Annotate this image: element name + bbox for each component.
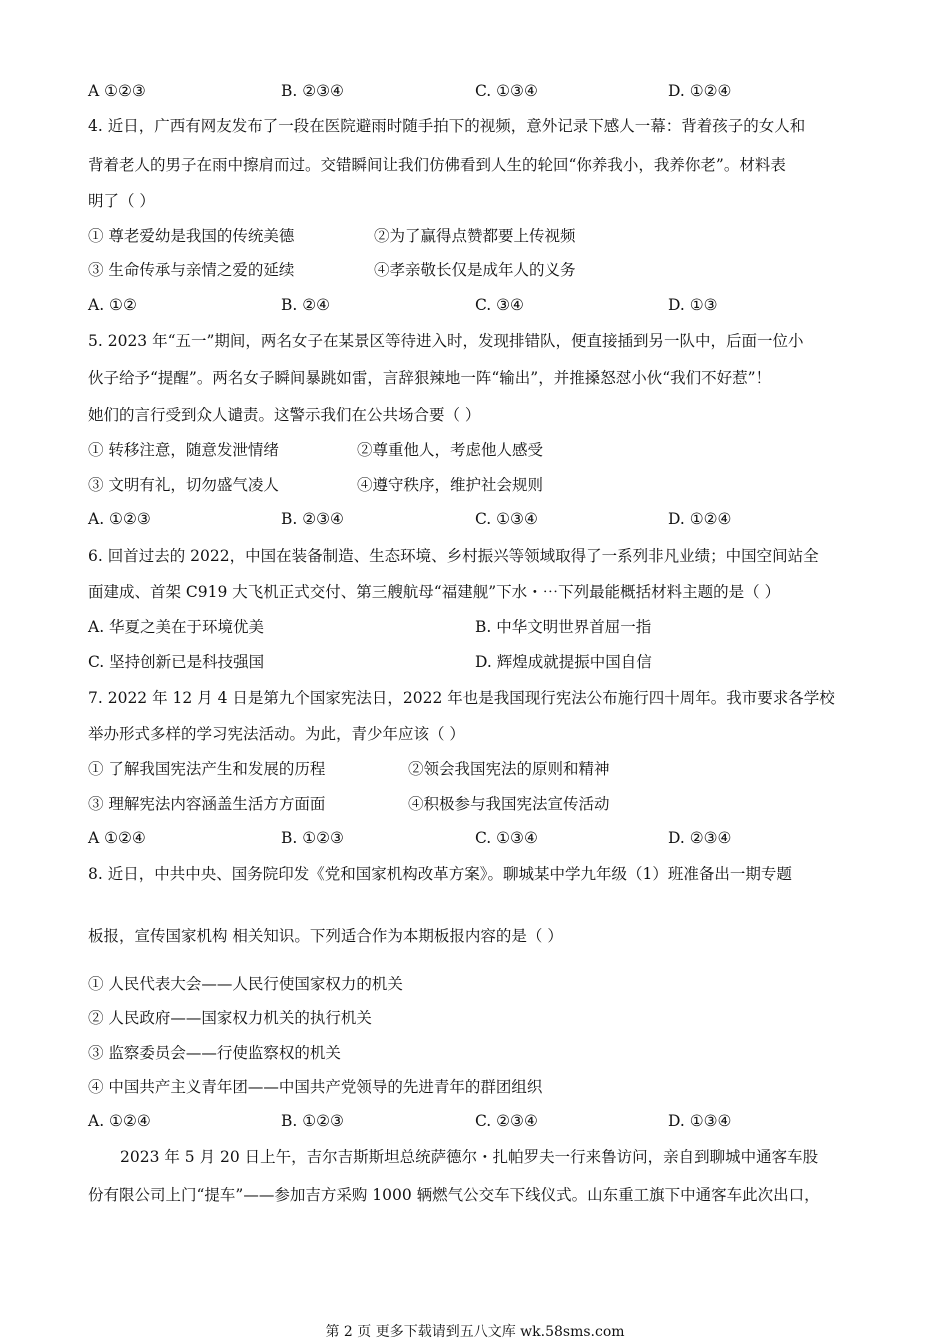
q3-option-d: D. ①②④ [668,82,732,100]
q7-option-a: A ①②④ [88,829,146,847]
q5-item-3: ③ 文明有礼，切勿盛气凌人 [88,476,279,494]
q3-option-c: C. ①③④ [475,82,538,100]
q4-item-2: ②为了赢得点赞都要上传视频 [374,227,576,245]
q6-option-d: D. 辉煌成就提振中国自信 [475,653,652,671]
q7-option-d: D. ②③④ [668,829,732,847]
q6-option-b: B. 中华文明世界首屈一指 [475,618,652,636]
q8-stem-line-2: 板报，宣传国家机构 相关知识。下列适合作为本期板报内容的是（ ） [88,927,563,945]
q8-item-1: ① 人民代表大会——人民行使国家权力的机关 [88,975,403,993]
q7-options [88,827,878,849]
q5-items-row-2 [88,474,878,496]
q7-items-row-2 [88,793,878,815]
q7-stem-line-2: 举办形式多样的学习宪法活动。为此，青少年应该（ ） [88,725,465,743]
q7-option-c: C. ①③④ [475,829,538,847]
q4-item-1: ① 尊老爱幼是我国的传统美德 [88,227,295,245]
q8-option-b: B. ①②③ [281,1112,344,1130]
q5-item-2: ②尊重他人，考虑他人感受 [357,441,544,459]
q4-stem-line-1: 4. 近日，广西有网友发布了一段在医院避雨时随手拍下的视频，意外记录下感人一幕：背着孩子的女人和 [88,117,806,135]
page-footer: 第 2 页 更多下载请到五八文库 wk.58sms.com [325,1324,625,1340]
q5-stem-line-1: 5. 2023 年“五一”期间，两名女子在某景区等待进入时，发现排错队，便直接插到另一队中，后面一位小 [88,332,804,350]
q5-option-b: B. ②③④ [281,510,344,528]
q4-items-row-2 [88,259,878,281]
q5-option-c: C. ①③④ [475,510,538,528]
q8-options [88,1110,878,1132]
q7-stem-line-1: 7. 2022 年 12 月 4 日是第九个国家宪法日，2022 年也是我国现行宪法公布施行四十周年。我市要求各学校 [88,689,835,707]
q4-items-row-1 [88,225,878,247]
q6-options-row-2 [88,651,878,673]
q5-options [88,508,878,530]
q3-options [88,80,878,102]
q5-option-a: A. ①②③ [88,510,151,528]
q8-item-2: ② 人民政府——国家权力机关的执行机关 [88,1009,372,1027]
passage-line-1: 2023 年 5 月 20 日上午，吉尔吉斯斯坦总统萨德尔・扎帕罗夫一行来鲁访问，亲自到聊城中通客车股 [120,1148,819,1166]
q4-stem-line-3: 明了（ ） [88,192,155,210]
q7-item-4: ④积极参与我国宪法宣传活动 [408,795,610,813]
q4-option-c: C. ③④ [475,296,524,314]
q5-items-row-1 [88,439,878,461]
q4-option-a: A. ①② [88,296,137,314]
q6-stem-line-1: 6. 回首过去的 2022，中国在装备制造、生态环境、乡村振兴等领域取得了一系列非凡业绩；中国空间站全 [88,547,819,565]
q4-stem-line-2: 背着老人的男子在雨中擦肩而过。交错瞬间让我们仿佛看到人生的轮回“你养我小，我养你老”。材料表 [88,156,786,174]
q8-stem-line-1: 8. 近日，中共中央、国务院印发《党和国家机构改革方案》。聊城某中学九年级（1）班准备出一期专题 [88,865,792,883]
q5-stem-line-3: 她们的言行受到众人谴责。这警示我们在公共场合要（ ） [88,406,481,424]
q6-option-c: C. 坚持创新已是科技强国 [88,653,265,671]
q8-item-3: ③ 监察委员会——行使监察权的机关 [88,1044,341,1062]
q6-stem-line-2: 面建成、首架 C919 大飞机正式交付、第三艘航母“福建舰”下水・⋯下列最能概括材料主题的是（ ） [88,583,781,601]
q7-option-b: B. ①②③ [281,829,344,847]
q8-option-a: A. ①②④ [88,1112,151,1130]
q4-options [88,294,878,316]
q4-item-3: ③ 生命传承与亲情之爱的延续 [88,261,295,279]
q4-option-d: D. ①③ [668,296,718,314]
q8-option-d: D. ①③④ [668,1112,732,1130]
q7-item-2: ②领会我国宪法的原则和精神 [408,760,610,778]
q6-option-a: A. 华夏之美在于环境优美 [88,618,265,636]
q3-option-a: A ①②③ [88,82,146,100]
q5-item-4: ④遵守秩序，维护社会规则 [357,476,544,494]
q5-option-d: D. ①②④ [668,510,732,528]
q8-item-4: ④ 中国共产主义青年团——中国共产党领导的先进青年的群团组织 [88,1078,543,1096]
q3-option-b: B. ②③④ [281,82,344,100]
q7-items-row-1 [88,758,878,780]
q8-option-c: C. ②③④ [475,1112,538,1130]
q5-stem-line-2: 伙子给予“提醒”。两名女子瞬间暴跳如雷，言辞狠辣地一阵“输出”，并推搡怒怼小伙“我们不好惹”！ [88,369,772,387]
q4-item-4: ④孝亲敬长仅是成年人的义务 [374,261,576,279]
q5-item-1: ① 转移注意，随意发泄情绪 [88,441,279,459]
q7-item-1: ① 了解我国宪法产生和发展的历程 [88,760,326,778]
q4-option-b: B. ②④ [281,296,331,314]
passage-line-2: 份有限公司上门“提车”——参加吉方采购 1000 辆燃气公交车下线仪式。山东重工旗下中通客车此次出口， [88,1186,820,1204]
q7-item-3: ③ 理解宪法内容涵盖生活方方面面 [88,795,326,813]
q6-options-row-1 [88,616,878,638]
